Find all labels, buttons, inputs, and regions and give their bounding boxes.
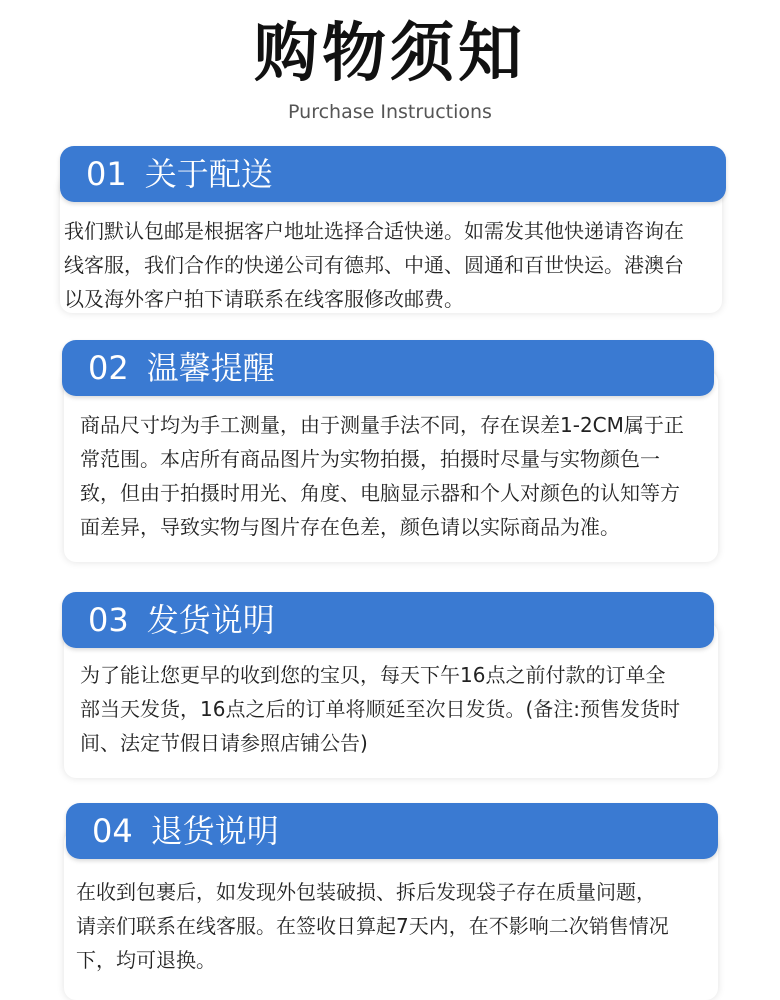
body-line: 常范围。本店所有商品图片为实物拍摄，拍摄时尽量与实物颜色一: [80, 447, 660, 471]
page-subtitle: Purchase Instructions: [288, 101, 492, 123]
section-body-reminder: [80, 408, 714, 544]
section-number: 04: [92, 812, 133, 850]
body-line: 部当天发货，16点之后的订单将顺延至次日发货。(备注:预售发货时: [80, 697, 680, 721]
body-line: 请亲们联系在线客服。在签收日算起7天内，在不影响二次销售情况: [76, 914, 669, 938]
section-heading: 关于配送: [144, 155, 273, 193]
section-header-shipping: [62, 592, 714, 648]
section-header-delivery: [60, 146, 726, 202]
body-line: 致，但由于拍摄时用光、角度、电脑显示器和个人对颜色的认知等方: [80, 481, 680, 505]
section-number: 01: [86, 155, 127, 193]
body-line: 在收到包裹后，如发现外包装破损、拆后发现袋子存在质量问题，: [76, 880, 656, 904]
section-body-delivery: [64, 214, 720, 316]
section-heading: 发货说明: [146, 601, 275, 639]
section-header-returns: [66, 803, 718, 859]
body-line: 下，均可退换。: [76, 948, 216, 972]
section-heading: 温馨提醒: [146, 349, 275, 387]
body-line: 我们默认包邮是根据客户地址选择合适快递。如需发其他快递请咨询在: [64, 219, 684, 243]
body-line: 以及海外客户拍下请联系在线客服修改邮费。: [64, 287, 464, 311]
body-line: 为了能让您更早的收到您的宝贝，每天下午16点之前付款的订单全: [80, 663, 666, 687]
body-line: 面差异，导致实物与图片存在色差，颜色请以实际商品为准。: [80, 515, 620, 539]
section-body-returns: [76, 875, 716, 977]
section-heading: 退货说明: [150, 812, 279, 850]
section-number: 02: [88, 349, 129, 387]
body-line: 间、法定节假日请参照店铺公告): [80, 731, 368, 755]
section-number: 03: [88, 601, 129, 639]
section-body-shipping: [80, 658, 714, 760]
body-line: 线客服，我们合作的快递公司有德邦、中通、圆通和百世快运。港澳台: [64, 253, 684, 277]
body-line: 商品尺寸均为手工测量，由于测量手法不同，存在误差1-2CM属于正: [80, 413, 684, 437]
page-title: 购物须知: [254, 17, 526, 91]
section-header-reminder: [62, 340, 714, 396]
